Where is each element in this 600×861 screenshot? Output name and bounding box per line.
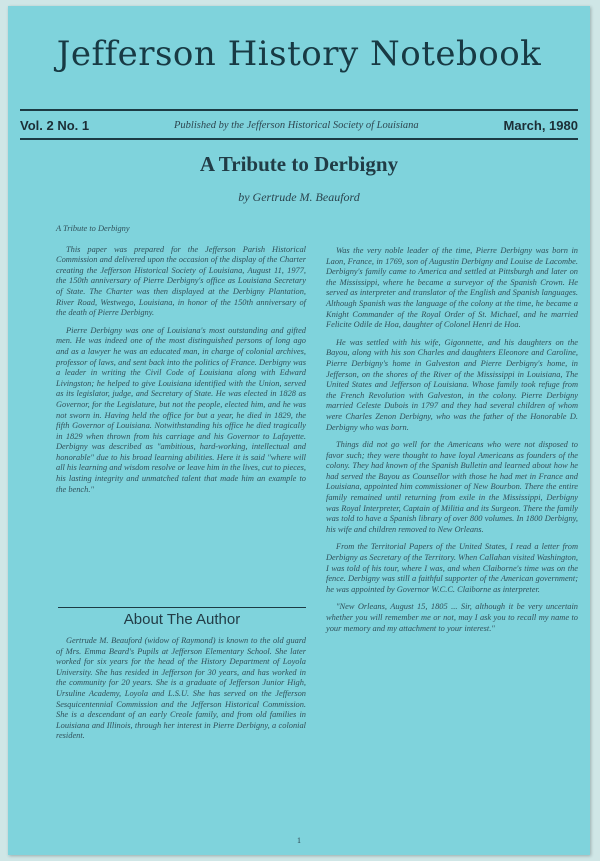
right-column	[326, 246, 578, 641]
left-paragraph-1: This paper was prepared for the Jefferson Parish Historical Commission and delivered upon the occasion of the display of the Charter creating the Jefferson Historical Society of Louisiana, August 11, 1977, the 150th anniversary of Pierre Derbigny's office as Louisiana Secretary of State. The Charter was then displayed at the Derbigny Plantation, River Road, Westwego, Louisiana, in honor of the 150th anniversary of the death of Pierre Derbigny.	[56, 244, 306, 318]
masthead-rule-bottom	[20, 138, 578, 140]
right-paragraph-3: Things did not go well for the Americans who were not disposed to favor such; they were thought to have loyal Americans as founders of the colony. They had known of the Spanish Bulletin and learned about how he had served the Bayou as Counsellor with those he had met in France and Louisiana, appointed him commissioner of New Bourbon. There the entire family remained until returning from exile in the Mississippi, Derbigny was Royal Interpreter, Captain of Militia and its Surgeon. There the family was told to have a Spanish library of over 800 volumes. In 1800 Derbigny, his wife and children removed to New Orleans.	[326, 440, 578, 534]
publisher-line: Published by the Jefferson Historical Society of Louisiana	[173, 119, 419, 131]
page-number: 1	[297, 836, 301, 845]
issue-date: March, 1980	[503, 117, 578, 133]
about-author-heading: About The Author	[123, 611, 241, 628]
article-byline: by Gertrude M. Beauford	[238, 190, 360, 204]
article-title: A Tribute to Derbigny	[199, 152, 399, 176]
right-paragraph-5: "New Orleans, August 15, 1805 ... Sir, although it be very uncertain whether you will remember me or not, may I ask you to recall my name to your memory and my attachment to your interest."	[326, 602, 578, 633]
newsletter-page	[8, 6, 590, 855]
left-column	[56, 224, 306, 502]
volume-number: Vol. 2 No. 1	[20, 117, 90, 133]
right-paragraph-2: He was settled with his wife, Gigonnette, and his daughters on the Bayou, along with his son Charles and daughters Eleonore and Caroline, Pierre Derbigny's home in Galveston and Pierre Derbigny's home, in Jefferson, on the shores of the River of the Mississippi in Louisiana, The United States and Jefferson of Louisiana. Whose family took refuge from the French Revolution with Galveston, in the colony. Pierre Derbigny married Celeste Dubois in 1797 and they had several children of whom were Charles Zenon Derbigny, who was the father of the Honorable D. Derbigny who was born.	[326, 337, 578, 432]
section-tag: A Tribute to Derbigny	[56, 224, 130, 233]
about-divider	[58, 607, 306, 608]
right-paragraph-4: From the Territorial Papers of the United States, I read a letter from Derbigny as Secretary of the Territory. When Callahan visited Washington, I was told of his tour, where I was, and when Claiborne's time was on the fence. Derbigny was still a faithful supporter of the American government; he was appointed by Governor W.C.C. Claiborne as interpreter.	[326, 542, 578, 594]
right-paragraph-1: Was the very noble leader of the time, Pierre Derbigny was born in Laon, France, in 1769, son of Augustin Derbigny and Louise de Lacombe. Derbigny's family came to America and settled at Pittsburgh and later on the Mississippi, where he became a surveyor of the Spanish Crown. He served as interpreter and translator of the English and Spanish languages. Although Spanish was the language of the colony at the time, he became a Knight Commander of the Royal Order of St. Michael, and he married Felicite Odile de Hoa, daughter of Colonel Henri de Hoa.	[326, 246, 578, 330]
masthead-rule-top	[20, 109, 578, 111]
about-paragraph-1: Gertrude M. Beauford (widow of Raymond) is known to the old guard of Mrs. Emma Beard's Pupils at Jefferson Elementary School. She later worked for six years for the head of the History Department of Loyola University. She has resided in Jefferson for 30 years, and has worked in the community for 20 years. She is a graduate of Jefferson Junior High, Ursuline Academy, Loyola and L.S.U. She has served on the Jefferson Sesquicentennial Commission and the Jefferson Historical Commission. She is a descendant of an early Creole family, and from old families in Louisiana and Illinois, through her interest in Pierre Derbigny, a colonial resident.	[56, 636, 306, 741]
masthead-title: Jefferson History Notebook	[56, 34, 542, 74]
left-paragraph-2: Pierre Derbigny was one of Louisiana's most outstanding and gifted men. He was indeed one of the most distinguished persons of long ago and as a lawyer he was an educated man, in charge of colonial archives, professor of laws, and sent back into the politics of France. Derbigny was a leader in writing the Civil Code of Louisiana along with Edward Livingston; he helped to give Louisiana identified with the Union, served as its legislator, judge, and Secretary of State. He was elected in 1828 as Governor, for the Legislature, but not the people, elected him, and he was not sworn in. Having held the office for but a year, he died in 1829, the fifth Governor of Louisiana. Notwithstanding his office he died tragically in 1829 when thrown from his carriage and his Governor to Lafayette. Derbigny was described as "ambitious, hard-working, intellectual and honorable" due to his broad learning abilities. Here it is said "where will all his learning and wisdom resolve or leave him in the lives, cut to pieces, his lasting integrity and unmatched talent that made him an example to the bench."	[56, 325, 306, 494]
about-author-text	[56, 636, 306, 749]
issue-line	[20, 114, 578, 136]
